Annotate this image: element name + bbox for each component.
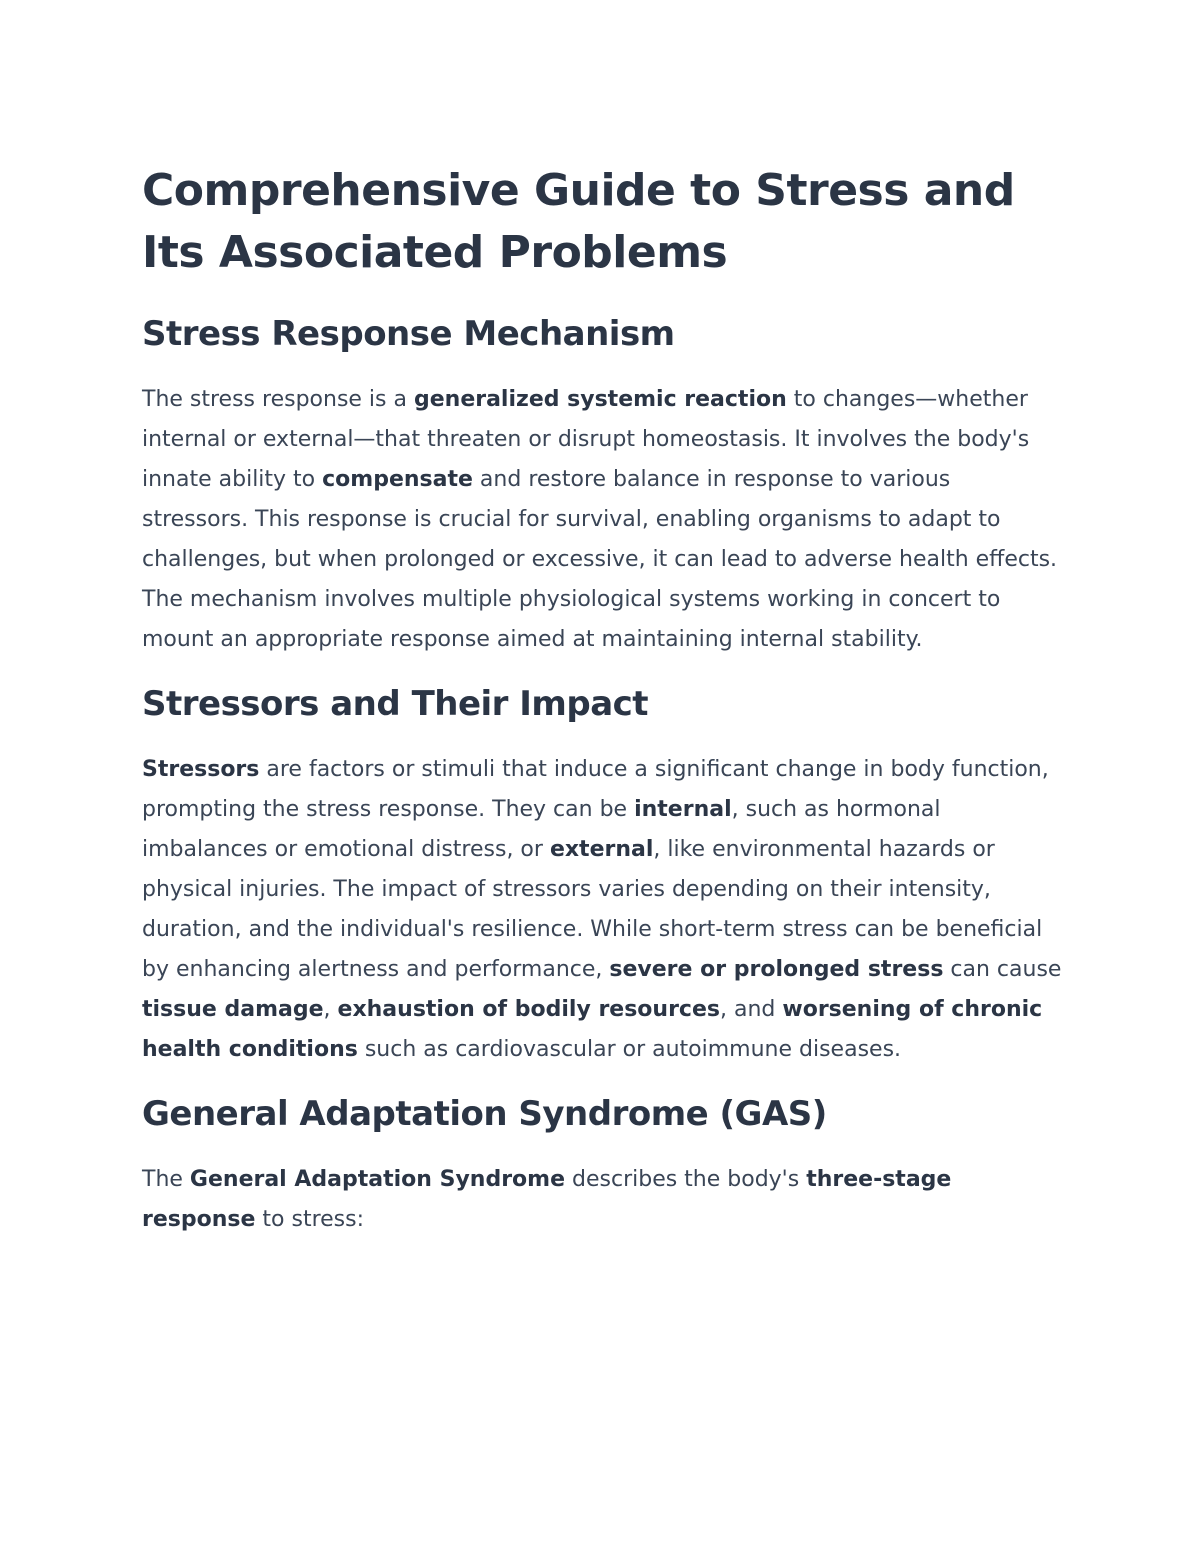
text-run: describes the body's xyxy=(565,1167,807,1192)
bold-text: severe or prolonged stress xyxy=(609,957,944,982)
text-run: to stress: xyxy=(255,1207,364,1232)
section-paragraph xyxy=(142,1160,1062,1240)
bold-text: internal xyxy=(634,797,732,822)
section-stress-response xyxy=(142,312,1062,660)
bold-text: General Adaptation Syndrome xyxy=(189,1167,566,1192)
bold-text: three-stage response xyxy=(142,1167,952,1232)
text-run: , like environmental hazards or physical injuries. The impact of stressors varies depending on their intensity, duration, and the individual's resilience. While short-term stress can be beneficial by enhancing alertness and performance, xyxy=(142,837,1043,982)
text-run: are factors or stimuli that induce a significant change in body function, prompting the stress response. They can be xyxy=(142,757,1049,822)
text-run: , and xyxy=(720,997,783,1022)
bold-text: tissue damage xyxy=(142,997,324,1022)
text-run: such as cardiovascular or autoimmune diseases. xyxy=(357,1037,902,1062)
text-run: can cause xyxy=(943,957,1062,982)
document-page xyxy=(142,160,1062,1262)
bold-text: worsening of chronic health conditions xyxy=(142,997,1043,1062)
text-run: and restore balance in response to various stressors. This response is crucial for survival, enabling organisms to adapt to challenges, but when prolonged or excessive, it can lead to adverse health effects. The mechanism involves multiple physiological systems working in concert to mount an appropriate response aimed at maintaining internal stability. xyxy=(142,467,1058,652)
document-title: Comprehensive Guide to Stress and Its Associated Problems xyxy=(142,165,1015,278)
section-stressors xyxy=(142,682,1062,1070)
text-run: The stress response is a xyxy=(142,387,414,412)
section-paragraph xyxy=(142,380,1062,660)
text-run: , such as hormonal imbalances or emotional distress, or xyxy=(142,797,941,862)
section-heading: Stress Response Mechanism xyxy=(142,314,675,354)
bold-text: exhaustion of bodily resources xyxy=(337,997,720,1022)
text-run: , xyxy=(323,997,338,1022)
bold-text: compensate xyxy=(322,467,473,492)
bold-text: external xyxy=(549,837,654,862)
section-paragraph xyxy=(142,750,1062,1070)
section-gas xyxy=(142,1092,1062,1240)
text-run: The xyxy=(142,1167,190,1192)
section-heading: General Adaptation Syndrome (GAS) xyxy=(142,1094,827,1134)
section-heading: Stressors and Their Impact xyxy=(142,684,649,724)
bold-text: Stressors xyxy=(142,757,260,782)
bold-text: generalized systemic reaction xyxy=(413,387,787,412)
text-run: to changes—whether internal or external—that threaten or disrupt homeostasis. It involves the body's innate ability to xyxy=(142,387,1030,492)
